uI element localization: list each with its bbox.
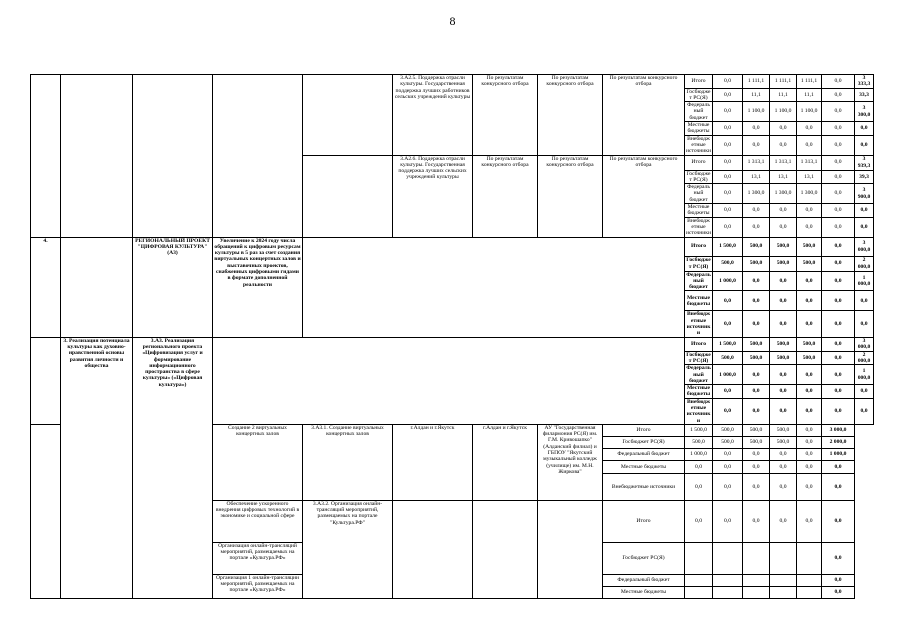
amount-cell: 500,0 — [685, 436, 713, 448]
section-number: 4. — [31, 237, 61, 337]
amount-cell: 1 000,0 — [713, 365, 743, 385]
amount-cell — [797, 574, 822, 586]
amount-cell: 0,0 — [822, 217, 855, 237]
amount-cell: 500,0 — [743, 337, 770, 351]
amount-cell: 1 100,0 — [797, 102, 822, 122]
amount-cell: 1 313,1 — [770, 155, 797, 170]
amount-cell: 0,0 — [822, 398, 855, 424]
amount-cell: 3 939,3 — [855, 155, 874, 170]
amount-cell: 0,0 — [743, 398, 770, 424]
amount-cell: 500,0 — [743, 424, 770, 436]
amount-cell: 1 100,0 — [770, 102, 797, 122]
result-cell: Создание 2 виртуальных концертных залов — [213, 424, 303, 500]
result-cell — [303, 75, 393, 156]
place-cell — [393, 500, 473, 598]
object-cell: г.Алдан и г.Якутск — [473, 424, 538, 500]
amount-cell — [713, 586, 743, 598]
amount-cell: 0,0 — [822, 337, 855, 351]
funding-source: Местные бюджеты — [685, 385, 713, 399]
amount-cell — [685, 542, 713, 574]
amount-cell: 500,0 — [770, 351, 797, 365]
budget-table — [30, 74, 874, 599]
amount-cell: 0,0 — [770, 500, 797, 542]
amount-cell: 0,0 — [743, 365, 770, 385]
amount-cell: 0,0 — [855, 311, 874, 337]
amount-cell: 1 000,0 — [855, 271, 874, 291]
amount-cell: 0,0 — [743, 204, 770, 218]
funding-source: Федеральный бюджет — [603, 448, 685, 460]
amount-cell: 1 111,1 — [770, 75, 797, 89]
funding-source: Местные бюджеты — [603, 586, 685, 598]
amount-cell: 0,0 — [822, 586, 855, 598]
amount-cell: 0,0 — [713, 385, 743, 399]
executor-cell — [538, 500, 603, 598]
num-cell — [31, 75, 61, 238]
funding-source: Госбюджет РС(Я) — [686, 170, 711, 183]
amount-cell: 0,0 — [713, 460, 743, 473]
amount-cell: 500,0 — [713, 351, 743, 365]
amount-cell: 1 500,0 — [713, 237, 743, 256]
goal-cell — [213, 75, 303, 238]
amount-cell — [743, 586, 770, 598]
executor-cell: По результатам конкурсного отбора — [603, 155, 685, 237]
amount-cell: 0,0 — [770, 311, 797, 337]
amount-cell: 0,0 — [822, 473, 855, 500]
amount-cell: 0,0 — [713, 217, 743, 237]
amount-cell: 500,0 — [797, 337, 822, 351]
amount-cell: 0,0 — [797, 398, 822, 424]
amount-cell: 500,0 — [713, 256, 743, 271]
amount-cell: 0,0 — [770, 385, 797, 399]
amount-cell — [713, 542, 743, 574]
funding-source: Итого — [685, 337, 713, 351]
amount-cell: 1 300,0 — [743, 184, 770, 204]
amount-cell: 0,0 — [822, 135, 855, 155]
amount-cell: 0,0 — [855, 291, 874, 311]
measure-cell: 3.А2.6. Поддержка отрасли культуры. Государственная поддержка лучших сельских учреждений культуры — [393, 155, 473, 237]
amount-cell: 500,0 — [770, 436, 797, 448]
amount-cell: 1 000,0 — [713, 271, 743, 291]
amount-cell: 0,0 — [822, 256, 855, 271]
measure-cell: 3.А3.1. Создание виртуальных концертных залов — [303, 424, 393, 500]
amount-cell: 500,0 — [713, 436, 743, 448]
funding-source: Итого — [685, 237, 713, 256]
amount-cell: 0,0 — [855, 122, 874, 136]
empty-cell — [303, 237, 685, 337]
amount-cell: 13,1 — [797, 170, 822, 184]
amount-cell: 0,0 — [770, 398, 797, 424]
amount-cell — [770, 586, 797, 598]
funding-source: Местные бюджеты — [685, 291, 713, 311]
funding-source: Федеральный бюджет — [686, 365, 711, 384]
object-cell: По результатам конкурсного отбора — [538, 155, 603, 237]
amount-cell: 0,0 — [822, 204, 855, 218]
task-cell — [61, 237, 133, 337]
amount-cell: 0,0 — [797, 365, 822, 385]
task-cell: 3. Реализация потенциала культуры как духовно-нравственной основы развития личности и общества — [61, 337, 133, 598]
amount-cell: 1 500,0 — [685, 424, 713, 436]
measure-cell: 3.А2.5. Поддержка отрасли культуры. Государственная поддержка лучших работников сельских учреждений культуры — [393, 75, 473, 156]
amount-cell: 0,0 — [822, 311, 855, 337]
amount-cell: 0,0 — [743, 500, 770, 542]
project-title: РЕГИОНАЛЬНЫЙ ПРОЕКТ "ЦИФРОВАЯ КУЛЬТУРА" (А3) — [133, 237, 213, 337]
amount-cell: 0,0 — [855, 385, 874, 399]
amount-cell: 0,0 — [713, 135, 743, 155]
amount-cell: 0,0 — [797, 135, 822, 155]
amount-cell: 0,0 — [855, 217, 874, 237]
funding-source: Местные бюджеты — [603, 460, 685, 473]
project-cell — [133, 75, 213, 238]
amount-cell: 2 000,0 — [855, 351, 874, 365]
result-cell — [303, 155, 393, 237]
amount-cell: 500,0 — [770, 337, 797, 351]
amount-cell: 33,3 — [855, 88, 874, 102]
amount-cell: 0,0 — [822, 155, 855, 170]
amount-cell: 0,0 — [713, 448, 743, 460]
amount-cell: 39,3 — [855, 170, 874, 184]
page-number: 8 — [449, 14, 456, 28]
funding-source: Госбюджет РС(Я) — [686, 88, 711, 101]
amount-cell: 0,0 — [713, 500, 743, 542]
amount-cell: 0,0 — [685, 460, 713, 473]
amount-cell: 0,0 — [822, 237, 855, 256]
amount-cell: 0,0 — [797, 460, 822, 473]
funding-source: Федеральный бюджет — [603, 574, 685, 586]
amount-cell: 0,0 — [822, 291, 855, 311]
amount-cell: 500,0 — [743, 237, 770, 256]
funding-source: Внебюджетные источники — [686, 217, 712, 237]
amount-cell: 0,0 — [713, 155, 743, 170]
funding-source: Госбюджет РС(Я) — [686, 351, 711, 364]
amount-cell: 13,1 — [770, 170, 797, 184]
amount-cell: 0,0 — [743, 217, 770, 237]
amount-cell: 0,0 — [713, 184, 743, 204]
amount-cell: 0,0 — [743, 473, 770, 500]
amount-cell: 0,0 — [743, 311, 770, 337]
amount-cell: 500,0 — [713, 424, 743, 436]
amount-cell: 0,0 — [713, 170, 743, 184]
amount-cell: 0,0 — [685, 500, 713, 542]
project-goal: Увеличение к 2024 году числа обращений к цифровым ресурсам культуры в 5 раз за счет создания виртуальных концертных залов и выставочных проектов, снабженных цифровыми гидами в формате дополненной реальности — [213, 237, 303, 337]
place-cell: По результатам конкурсного отбора — [473, 155, 538, 237]
amount-cell: 0,0 — [822, 75, 855, 89]
amount-cell: 0,0 — [713, 311, 743, 337]
amount-cell: 0,0 — [822, 122, 855, 136]
amount-cell: 13,1 — [743, 170, 770, 184]
amount-cell: 0,0 — [822, 500, 855, 542]
amount-cell: 0,0 — [770, 271, 797, 291]
amount-cell: 0,0 — [797, 436, 822, 448]
amount-cell: 0,0 — [797, 385, 822, 399]
amount-cell: 3 000,0 — [855, 237, 874, 256]
amount-cell: 0,0 — [822, 88, 855, 102]
amount-cell: 0,0 — [797, 271, 822, 291]
amount-cell: 0,0 — [713, 291, 743, 311]
amount-cell: 0,0 — [770, 365, 797, 385]
amount-cell: 11,1 — [797, 88, 822, 102]
table-row — [31, 75, 874, 89]
amount-cell: 0,0 — [797, 217, 822, 237]
amount-cell — [770, 542, 797, 574]
amount-cell: 0,0 — [743, 271, 770, 291]
result-cell: Организация онлайн-трансляций мероприятий, размещаемых на портале «Культура.РФ» — [213, 542, 303, 574]
executor-cell: По результатам конкурсного отбора — [603, 75, 685, 156]
amount-cell: 11,1 — [743, 88, 770, 102]
amount-cell: 0,0 — [770, 460, 797, 473]
funding-source: Внебюджетные источники — [603, 473, 685, 500]
num-cell — [31, 424, 61, 598]
amount-cell: 500,0 — [797, 256, 822, 271]
amount-cell: 2 000,0 — [822, 436, 855, 448]
table-row — [31, 237, 874, 256]
amount-cell — [770, 574, 797, 586]
result-cell: Организация 1 онлайн-трансляции мероприятий, размещаемых на портале «Культура.РФ» — [213, 574, 303, 598]
amount-cell: 1 313,1 — [797, 155, 822, 170]
amount-cell: 1 111,1 — [743, 75, 770, 89]
amount-cell: 0,0 — [822, 542, 855, 574]
amount-cell: 3 333,3 — [855, 75, 874, 89]
amount-cell: 0,0 — [713, 122, 743, 136]
funding-source: Местные бюджеты — [685, 204, 713, 218]
amount-cell: 0,0 — [770, 217, 797, 237]
empty-cell — [213, 337, 685, 424]
amount-cell — [743, 542, 770, 574]
amount-cell: 1 300,0 — [770, 184, 797, 204]
amount-cell — [713, 574, 743, 586]
amount-cell: 500,0 — [797, 351, 822, 365]
amount-cell: 0,0 — [822, 574, 855, 586]
amount-cell: 0,0 — [822, 365, 855, 385]
funding-source: Внебюджетные источники — [686, 135, 712, 155]
funding-source: Итого — [603, 500, 685, 542]
amount-cell — [797, 542, 822, 574]
amount-cell: 500,0 — [770, 424, 797, 436]
project-cell: 3.А3. Реализация регионального проекта «Цифровизация услуг и формирование информационного пространства в сфере культуры» («Цифровая культура») — [133, 337, 213, 598]
amount-cell: 1 111,1 — [797, 75, 822, 89]
amount-cell: 1 000,0 — [685, 448, 713, 460]
amount-cell: 2 000,0 — [855, 256, 874, 271]
amount-cell: 0,0 — [770, 291, 797, 311]
amount-cell: 0,0 — [822, 460, 855, 473]
amount-cell: 3 900,0 — [855, 184, 874, 204]
amount-cell: 500,0 — [770, 237, 797, 256]
table-body — [31, 75, 874, 599]
amount-cell: 0,0 — [743, 385, 770, 399]
amount-cell: 1 313,1 — [743, 155, 770, 170]
amount-cell: 500,0 — [743, 351, 770, 365]
amount-cell: 0,0 — [797, 204, 822, 218]
amount-cell: 0,0 — [822, 102, 855, 122]
amount-cell: 0,0 — [770, 204, 797, 218]
amount-cell: 0,0 — [713, 75, 743, 89]
amount-cell: 0,0 — [770, 135, 797, 155]
result-cell: Обеспечение ускоренного внедрения цифровых технологий в экономике и социальной сфере — [213, 500, 303, 542]
amount-cell: 1 500,0 — [713, 337, 743, 351]
amount-cell: 1 100,0 — [743, 102, 770, 122]
amount-cell — [685, 586, 713, 598]
object-cell: По результатам конкурсного отбора — [538, 75, 603, 156]
amount-cell: 1 000,0 — [822, 448, 855, 460]
amount-cell: 0,0 — [685, 473, 713, 500]
amount-cell: 3 000,0 — [822, 424, 855, 436]
funding-source: Итого — [685, 155, 713, 170]
amount-cell: 0,0 — [797, 473, 822, 500]
amount-cell: 0,0 — [855, 398, 874, 424]
num-cell — [31, 337, 61, 424]
amount-cell: 0,0 — [713, 204, 743, 218]
funding-source: Федеральный бюджет — [686, 271, 711, 291]
amount-cell: 0,0 — [713, 473, 743, 500]
funding-source: Госбюджет РС(Я) — [603, 436, 685, 448]
amount-cell: 0,0 — [822, 385, 855, 399]
place-cell: г.Алдан и г.Якутск — [393, 424, 473, 500]
amount-cell: 0,0 — [713, 88, 743, 102]
task-cell — [61, 75, 133, 238]
amount-cell: 0,0 — [797, 424, 822, 436]
amount-cell — [743, 574, 770, 586]
funding-source: Итого — [685, 75, 713, 89]
amount-cell: 0,0 — [797, 500, 822, 542]
amount-cell: 0,0 — [797, 311, 822, 337]
funding-source: Госбюджет РС(Я) — [603, 542, 685, 574]
amount-cell: 0,0 — [855, 135, 874, 155]
amount-cell: 0,0 — [713, 102, 743, 122]
amount-cell: 500,0 — [743, 436, 770, 448]
funding-source: Федеральный бюджет — [685, 102, 713, 122]
amount-cell: 0,0 — [797, 291, 822, 311]
amount-cell: 3 000,0 — [855, 337, 874, 351]
amount-cell: 1 000,0 — [855, 365, 874, 385]
amount-cell: 0,0 — [822, 271, 855, 291]
place-cell: По результатам конкурсного отбора — [473, 75, 538, 156]
amount-cell: 0,0 — [822, 351, 855, 365]
amount-cell: 1 300,0 — [797, 184, 822, 204]
funding-source: Госбюджет РС(Я) — [686, 257, 711, 270]
amount-cell: 0,0 — [743, 135, 770, 155]
amount-cell: 500,0 — [797, 237, 822, 256]
amount-cell: 0,0 — [713, 398, 743, 424]
amount-cell: 0,0 — [770, 473, 797, 500]
amount-cell: 0,0 — [770, 448, 797, 460]
funding-source: Федеральный бюджет — [685, 184, 713, 204]
funding-source: Внебюджетные источники — [685, 398, 713, 424]
object-cell — [473, 500, 538, 598]
amount-cell: 0,0 — [797, 448, 822, 460]
funding-source: Внебюджетные источники — [685, 311, 713, 337]
amount-cell: 0,0 — [822, 184, 855, 204]
amount-cell: 0,0 — [743, 460, 770, 473]
amount-cell — [685, 574, 713, 586]
table-row — [31, 337, 874, 351]
amount-cell: 0,0 — [743, 291, 770, 311]
amount-cell: 0,0 — [743, 448, 770, 460]
amount-cell: 0,0 — [855, 204, 874, 218]
funding-source: Местные бюджеты — [685, 122, 713, 136]
amount-cell: 0,0 — [743, 122, 770, 136]
amount-cell: 0,0 — [822, 170, 855, 184]
amount-cell — [797, 586, 822, 598]
amount-cell: 0,0 — [797, 122, 822, 136]
amount-cell: 11,1 — [770, 88, 797, 102]
measure-cell: 3.А3.2. Организация онлайн-трансляций мероприятий, размещаемых на портале "Культура.РФ" — [303, 500, 393, 598]
amount-cell: 0,0 — [770, 122, 797, 136]
executor-cell: АУ "Государственная филармония РС(Я) им. Г.М. Кривошапко" (Алданский филиал) и ГБПОУ "Якутский музыкальный колледж (училище) им. М.Н. Жиркова" — [538, 424, 603, 500]
funding-source: Итого — [603, 424, 685, 436]
amount-cell: 500,0 — [770, 256, 797, 271]
amount-cell: 3 300,0 — [855, 102, 874, 122]
amount-cell: 500,0 — [743, 256, 770, 271]
